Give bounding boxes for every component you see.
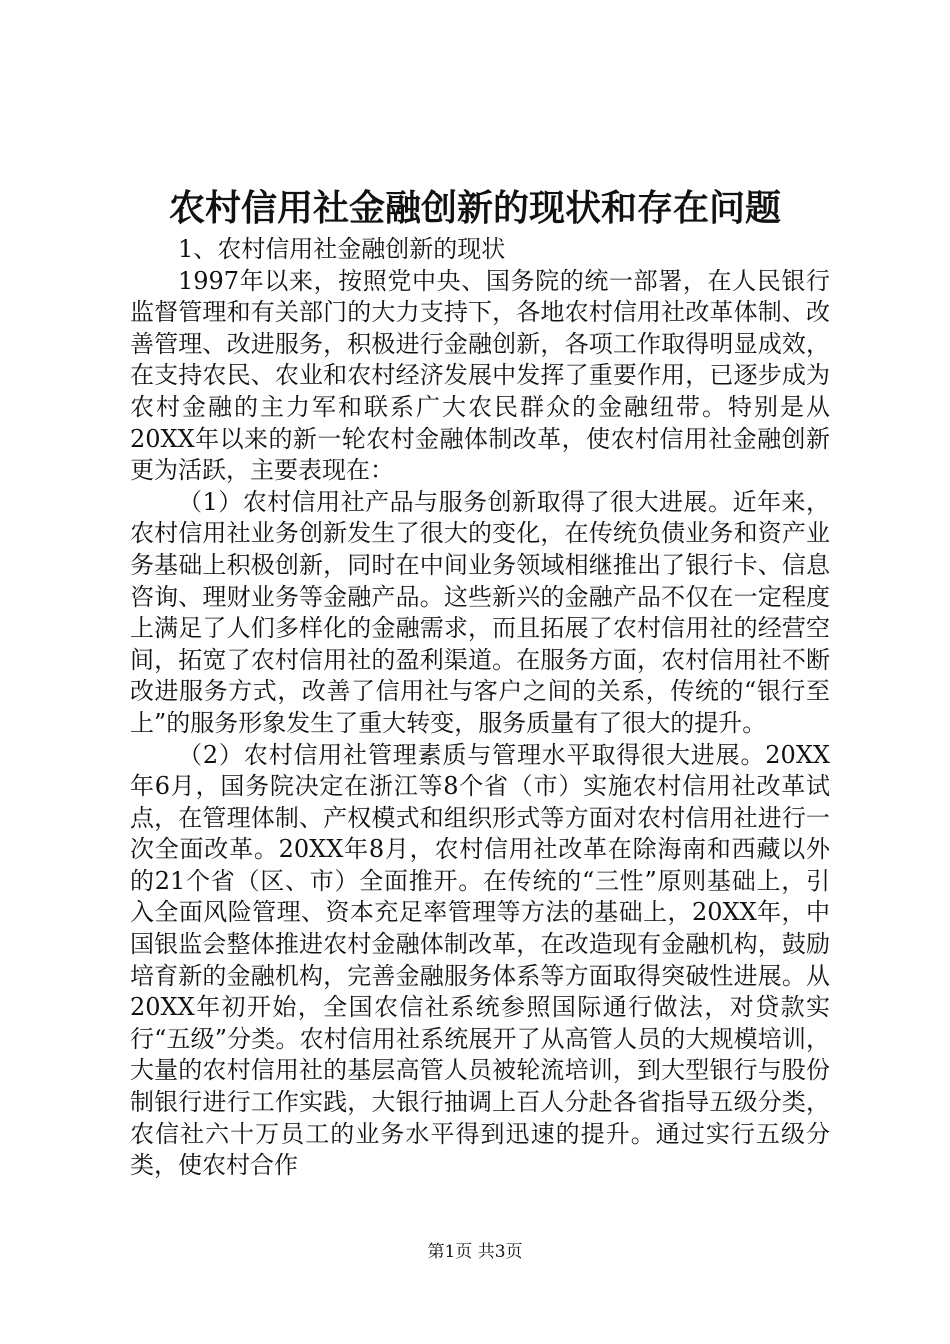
document-title: 农村信用社金融创新的现状和存在问题 [168,187,781,229]
paragraph-intro: 1997年以来，按照党中央、国务院的统一部署，在人民银行监督管理和有关部门的大力支持下，各地农村信用社改革体制、改善管理、改进服务，积极进行金融创新，各项工作取得明显成效，在支持农民、农业和农村经济发展中发挥了重要作用，已逐步成为农村金融的主力军和联系广大农民群众的金融纽带。特别是从20XX年以来的新一轮农村金融体制改革，使农村信用社金融创新更为活跃，主要表现在： [130,266,830,485]
paragraph-point-1: （1）农村信用社产品与服务创新取得了很大进展。近年来，农村信用社业务创新发生了很大的变化，在传统负债业务和资产业务基础上积极创新，同时在中间业务领域相继推出了银行卡、信息咨询、理财业务等金融产品。这些新兴的金融产品不仅在一定程度上满足了人们多样化的金融需求，而且拓展了农村信用社的经营空间，拓宽了农村信用社的盈利渠道。在服务方面，农村信用社不断改进服务方式，改善了信用社与客户之间的关系，传统的“银行至上”的服务形象发生了重大转变，服务质量有了很大的提升。 [130,487,830,737]
section-heading: 1、农村信用社金融创新的现状 [178,235,506,263]
paragraph-point-2: （2）农村信用社管理素质与管理水平取得很大进展。20XX年6月，国务院决定在浙江等8个省（市）实施农村信用社改革试点，在管理体制、产权模式和组织形式等方面对农村信用社进行一次全面改革。20XX年8月，农村信用社改革在除海南和西藏以外的21个省（区、市）全面推开。在传统的“三性”原则基础上，引入全面风险管理、资本充足率管理等方法的基础上，20XX年，中国银监会整体推进农村金融体制改革，在改造现有金融机构，鼓励培育新的金融机构，完善金融服务体系等方面取得突破性进展。从20XX年初开始，全国农信社系统参照国际通行做法，对贷款实行“五级”分类。农村信用社系统展开了从高管人员的大规模培训，大量的农村信用社的基层高管人员被轮流培训，到大型银行与股份制银行进行工作实践，大银行抽调上百人分赴各省指导五级分类，农信社六十万员工的业务水平得到迅速的提升。通过实行五级分类，使农村合作 [130,740,830,1180]
document-body [130,234,830,1182]
page-footer: 第1页 共3页 [427,1242,523,1262]
